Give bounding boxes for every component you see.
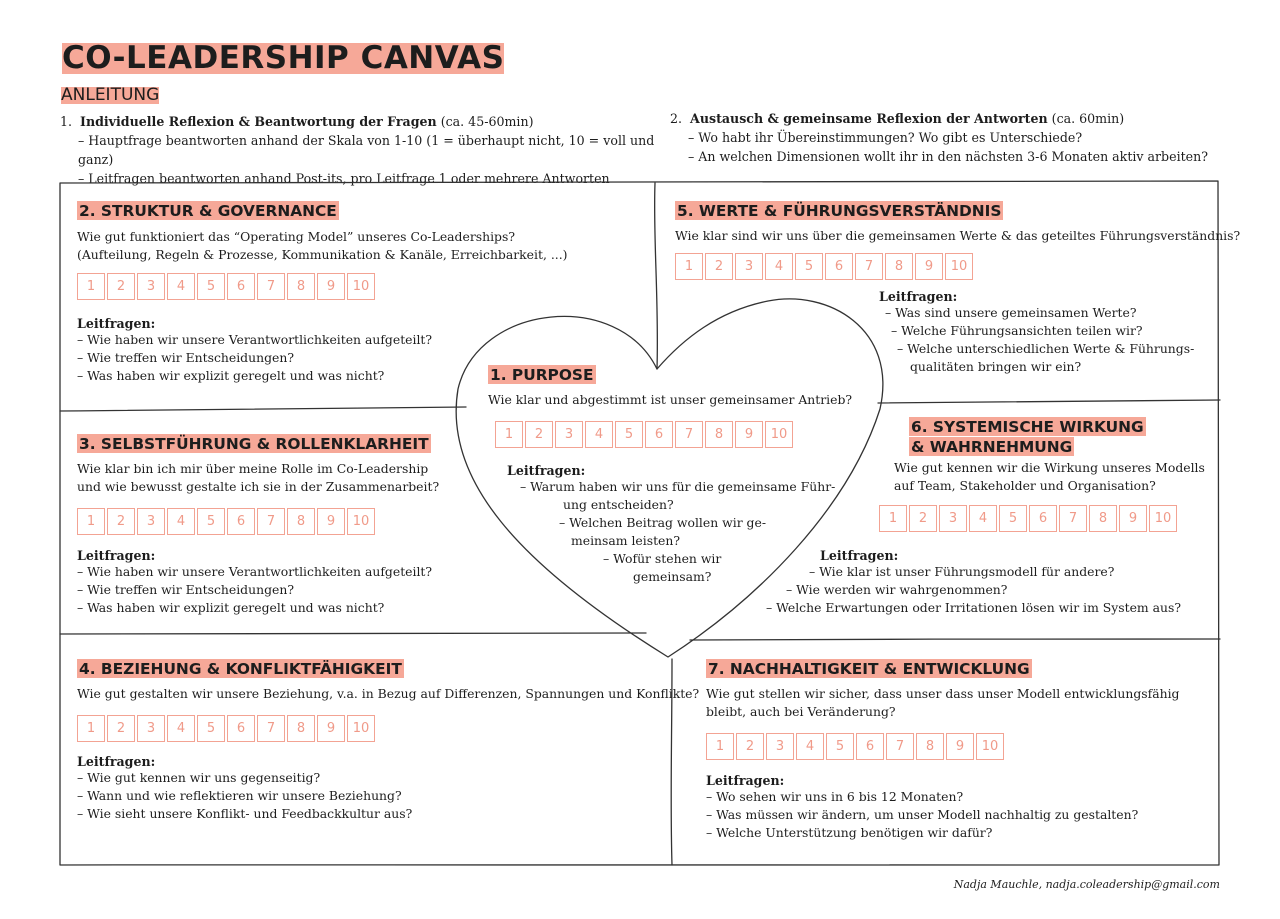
scale-box[interactable]: 4 — [167, 508, 195, 535]
page-title: CO-LEADERSHIP CANVAS — [62, 40, 505, 76]
scale-box[interactable]: 1 — [495, 421, 523, 448]
leitfrage: – Was haben wir explizit geregelt und was nicht? — [77, 600, 385, 616]
section-question: Wie gut stellen wir sicher, dass unser dass unser Modell entwicklungsfähig bleibt, auch bei Veränderung? — [706, 686, 1180, 720]
scale-box[interactable]: 3 — [735, 253, 763, 280]
scale-box[interactable]: 10 — [347, 273, 375, 300]
scale-box[interactable]: 2 — [705, 253, 733, 280]
scale-box[interactable]: 9 — [317, 273, 345, 300]
scale-box[interactable]: 6 — [1029, 505, 1057, 532]
scale-box[interactable]: 5 — [999, 505, 1027, 532]
leitfrage: – Wie klar ist unser Führungsmodell für andere? — [809, 564, 1115, 579]
leitfrage: – Welchen Beitrag wollen wir ge- — [559, 515, 767, 530]
scale-box[interactable]: 1 — [879, 505, 907, 532]
instruction-item: – An welchen Dimensionen wollt ihr in den nächsten 3-6 Monaten aktiv arbeiten? — [688, 149, 1208, 164]
scale-box[interactable]: 7 — [257, 508, 285, 535]
section-question: Wie klar bin ich mir über meine Rolle im Co-Leadership und wie bewusst gestalte ich sie in der Zusammenarbeit? — [77, 461, 440, 495]
scale-box[interactable]: 2 — [107, 715, 135, 742]
leitfragen: Leitfragen: – Wie gut kennen wir uns gegenseitig? – Wann und wie reflektieren wir unsere Beziehung? – Wie sieht unsere Konflikt- und Feedbackkultur aus? — [77, 754, 699, 823]
scale-box[interactable]: 6 — [645, 421, 673, 448]
leitfrage: – Welche Erwartungen oder Irritationen lösen wir im System aus? — [766, 600, 1181, 615]
leitfrage: – Welche Unterstützung benötigen wir dafür? — [706, 825, 993, 841]
scale-box[interactable]: 3 — [939, 505, 967, 532]
scale-box[interactable]: 10 — [976, 733, 1004, 760]
section-struktur-governance — [77, 201, 567, 385]
leitfrage: – Wie haben wir unsere Verantwortlichkeiten aufgeteilt? — [77, 564, 433, 580]
scale-box[interactable]: 5 — [795, 253, 823, 280]
section-title: & WAHRNEHMUNG — [911, 438, 1073, 457]
scale-box[interactable]: 10 — [765, 421, 793, 448]
scale-box[interactable]: 10 — [945, 253, 973, 280]
page-subtitle: ANLEITUNG — [61, 85, 160, 105]
scale-box[interactable]: 6 — [825, 253, 853, 280]
scale-box[interactable]: 4 — [796, 733, 824, 760]
divider-top-right — [878, 400, 1220, 403]
rating-scale — [706, 733, 1180, 760]
scale-box[interactable]: 4 — [167, 715, 195, 742]
scale-box[interactable]: 4 — [167, 273, 195, 300]
scale-box[interactable]: 1 — [675, 253, 703, 280]
leitfrage: – Wie gut kennen wir uns gegenseitig? — [77, 770, 321, 786]
scale-box[interactable]: 9 — [946, 733, 974, 760]
section-title: 4. BEZIEHUNG & KONFLIKTFÄHIGKEIT — [79, 660, 402, 678]
instruction-step-2: 2. Austausch & gemeinsame Reflexion der Antworten (ca. 60min) – Wo habt ihr Übereinstimmungen? Wo gibt es Unterschiede? – An welchen Dimensionen wollt ihr in den nächsten 3-6 Monaten aktiv arbeiten? — [670, 109, 1210, 166]
section-beziehung — [77, 659, 699, 823]
scale-box[interactable]: 9 — [317, 508, 345, 535]
leitfrage: – Welche unterschiedlichen Werte & Führungs- — [897, 341, 1195, 356]
scale-box[interactable]: 8 — [287, 273, 315, 300]
leitfrage: – Warum haben wir uns für die gemeinsame Führ- — [520, 479, 836, 494]
scale-box[interactable]: 5 — [826, 733, 854, 760]
scale-box[interactable]: 2 — [909, 505, 937, 532]
scale-box[interactable]: 5 — [197, 273, 225, 300]
leitfrage: – Wie haben wir unsere Verantwortlichkeiten aufgeteilt? — [77, 332, 433, 348]
scale-box[interactable]: 10 — [1149, 505, 1177, 532]
scale-box[interactable]: 7 — [257, 273, 285, 300]
instruction-item: – Wo habt ihr Übereinstimmungen? Wo gibt es Unterschiede? — [688, 130, 1083, 145]
scale-box[interactable]: 4 — [765, 253, 793, 280]
instruction-item: – Leitfragen beantworten anhand Post-its, pro Leitfrage 1 oder mehrere Antworten — [78, 171, 610, 186]
leitfragen: Leitfragen: – Wie haben wir unsere Verantwortlichkeiten aufgeteilt? – Wie treffen wir Entscheidungen? – Was haben wir explizit geregelt und was nicht? — [77, 548, 439, 617]
scale-box[interactable]: 5 — [197, 508, 225, 535]
section-question: Wie klar und abgestimmt ist unser gemeinsamer Antrieb? — [488, 392, 853, 408]
section-selbstfuehrung — [77, 434, 439, 617]
scale-box[interactable]: 3 — [766, 733, 794, 760]
footer-credit: Nadja Mauchle, nadja.coleadership@gmail.com — [953, 878, 1220, 891]
section-title: 2. STRUKTUR & GOVERNANCE — [79, 202, 337, 220]
leitfrage: – Wie treffen wir Entscheidungen? — [77, 582, 294, 598]
scale-box[interactable]: 1 — [706, 733, 734, 760]
scale-box[interactable]: 1 — [77, 715, 105, 742]
leitfragen: Leitfragen: – Wie klar ist unser Führungsmodell für andere? – Wie werden wir wahrgenommen? – Welche Erwartungen oder Irritationen lösen wir im System aus? — [766, 548, 1181, 615]
section-nachhaltigkeit — [706, 659, 1180, 842]
leitfrage: – Wo sehen wir uns in 6 bis 12 Monaten? — [706, 789, 964, 805]
section-question: Wie gut kennen wir die Wirkung unseres Modells auf Team, Stakeholder und Organisation? — [894, 460, 1205, 493]
scale-box[interactable]: 10 — [347, 715, 375, 742]
leitfrage: – Wann und wie reflektieren wir unsere Beziehung? — [77, 788, 402, 804]
leitfrage: – Was haben wir explizit geregelt und was nicht? — [77, 368, 385, 384]
scale-box[interactable]: 8 — [916, 733, 944, 760]
section-question: Wie klar sind wir uns über die gemeinsamen Werte & das geteiltes Führungsverständnis? — [675, 228, 1241, 244]
scale-box[interactable]: 6 — [227, 508, 255, 535]
leitfrage: – Was müssen wir ändern, um unser Modell nachhaltig zu gestalten? — [706, 807, 1139, 823]
scale-box[interactable]: 9 — [915, 253, 943, 280]
scale-box[interactable]: 3 — [137, 508, 165, 535]
section-title: 1. PURPOSE — [490, 366, 594, 384]
section-title: 6. SYSTEMISCHE WIRKUNG — [911, 418, 1144, 436]
rating-scale — [77, 715, 699, 742]
scale-box[interactable]: 3 — [137, 715, 165, 742]
rating-scale — [77, 273, 567, 300]
scale-box[interactable]: 9 — [317, 715, 345, 742]
rating-scale — [675, 253, 1240, 280]
scale-box[interactable]: 7 — [855, 253, 883, 280]
divider-vertical-top — [655, 183, 658, 369]
section-purpose — [488, 365, 852, 448]
section-werte — [675, 201, 1240, 280]
leitfrage: – Wofür stehen wir — [603, 551, 722, 566]
scale-box[interactable]: 2 — [107, 508, 135, 535]
scale-box[interactable]: 7 — [1059, 505, 1087, 532]
divider-bottom-right — [690, 639, 1220, 640]
scale-box[interactable]: 7 — [257, 715, 285, 742]
scale-box[interactable]: 10 — [347, 508, 375, 535]
section-title: 5. WERTE & FÜHRUNGSVERSTÄNDNIS — [677, 202, 1002, 220]
section-systemische-wirkung — [909, 417, 1146, 456]
scale-box[interactable]: 8 — [885, 253, 913, 280]
leitfragen: Leitfragen: – Warum haben wir uns für die gemeinsame Führ- ung entscheiden? – Welchen Beitrag wollen wir ge- meinsam leisten? – Wofür stehen wir gemeinsam? — [507, 463, 836, 584]
scale-box[interactable]: 5 — [197, 715, 225, 742]
scale-box[interactable]: 4 — [585, 421, 613, 448]
leitfrage: – Was sind unsere gemeinsamen Werte? — [885, 305, 1137, 320]
section-question: Wie gut funktioniert das “Operating Model” unseres Co-Leaderships? (Aufteilung, Regeln & Prozesse, Kommunikation & Kanäle, Erreichbarkeit, ...) — [77, 229, 568, 263]
scale-box[interactable]: 6 — [227, 715, 255, 742]
scale-box[interactable]: 9 — [735, 421, 763, 448]
scale-box[interactable]: 9 — [1119, 505, 1147, 532]
leitfrage: ung entscheiden? — [563, 497, 674, 512]
scale-box[interactable]: 6 — [856, 733, 884, 760]
scale-box[interactable]: 4 — [969, 505, 997, 532]
section-title: 7. NACHHALTIGKEIT & ENTWICKLUNG — [708, 660, 1030, 678]
scale-box[interactable]: 3 — [555, 421, 583, 448]
leitfrage: gemeinsam? — [633, 569, 712, 584]
scale-box[interactable]: 2 — [107, 273, 135, 300]
instruction-step-1: 1. Individuelle Reflexion & Beantwortung der Fragen (ca. 45-60min) – Hauptfrage beantworten anhand der Skala von 1-10 (1 = überhaupt nicht, 10 = voll und ganz) – Leitfragen beantworten anhand Post-its, pro Leitfrage 1 oder mehrere Antworten — [60, 112, 680, 188]
scale-box[interactable]: 7 — [675, 421, 703, 448]
instruction-item: – Hauptfrage beantworten anhand der Skala von 1-10 (1 = überhaupt nicht, 10 = voll und ganz) — [78, 133, 655, 167]
scale-box[interactable]: 8 — [705, 421, 733, 448]
scale-box[interactable]: 8 — [1089, 505, 1117, 532]
scale-box[interactable]: 5 — [615, 421, 643, 448]
leitfrage: meinsam leisten? — [571, 533, 681, 548]
leitfrage: – Wie sieht unsere Konflikt- und Feedbackkultur aus? — [77, 806, 413, 822]
scale-box[interactable]: 8 — [287, 508, 315, 535]
scale-box[interactable]: 6 — [227, 273, 255, 300]
rating-scale — [77, 508, 439, 535]
leitfrage: qualitäten bringen wir ein? — [910, 359, 1082, 374]
scale-box[interactable]: 1 — [77, 273, 105, 300]
section-question: Wie gut gestalten wir unsere Beziehung, v.a. in Bezug auf Differenzen, Spannungen und Konflikte? — [77, 686, 700, 702]
rating-scale — [495, 421, 852, 448]
section-title: 3. SELBSTFÜHRUNG & ROLLENKLARHEIT — [79, 435, 429, 453]
leitfrage: – Wie treffen wir Entscheidungen? — [77, 350, 294, 366]
rating-scale — [879, 505, 1177, 532]
leitfragen: Leitfragen: – Wie haben wir unsere Verantwortlichkeiten aufgeteilt? – Wie treffen wir Entscheidungen? – Was haben wir explizit geregelt und was nicht? — [77, 316, 567, 385]
scale-box[interactable]: 3 — [137, 273, 165, 300]
scale-box[interactable]: 8 — [287, 715, 315, 742]
scale-box[interactable]: 1 — [77, 508, 105, 535]
leitfrage: – Welche Führungsansichten teilen wir? — [891, 323, 1143, 338]
leitfrage: – Wie werden wir wahrgenommen? — [786, 582, 1008, 597]
scale-box[interactable]: 7 — [886, 733, 914, 760]
leitfragen: Leitfragen: – Was sind unsere gemeinsamen Werte? – Welche Führungsansichten teilen wir? – Welche unterschiedlichen Werte & Führungs- qualitäten bringen wir ein? — [879, 289, 1195, 374]
divider-top-left — [60, 407, 466, 411]
divider-bottom-left — [60, 633, 646, 635]
leitfragen: Leitfragen: – Wo sehen wir uns in 6 bis 12 Monaten? – Was müssen wir ändern, um unser Modell nachhaltig zu gestalten? – Welche Unterstützung benötigen wir dafür? — [706, 773, 1180, 842]
scale-box[interactable]: 2 — [525, 421, 553, 448]
scale-box[interactable]: 2 — [736, 733, 764, 760]
